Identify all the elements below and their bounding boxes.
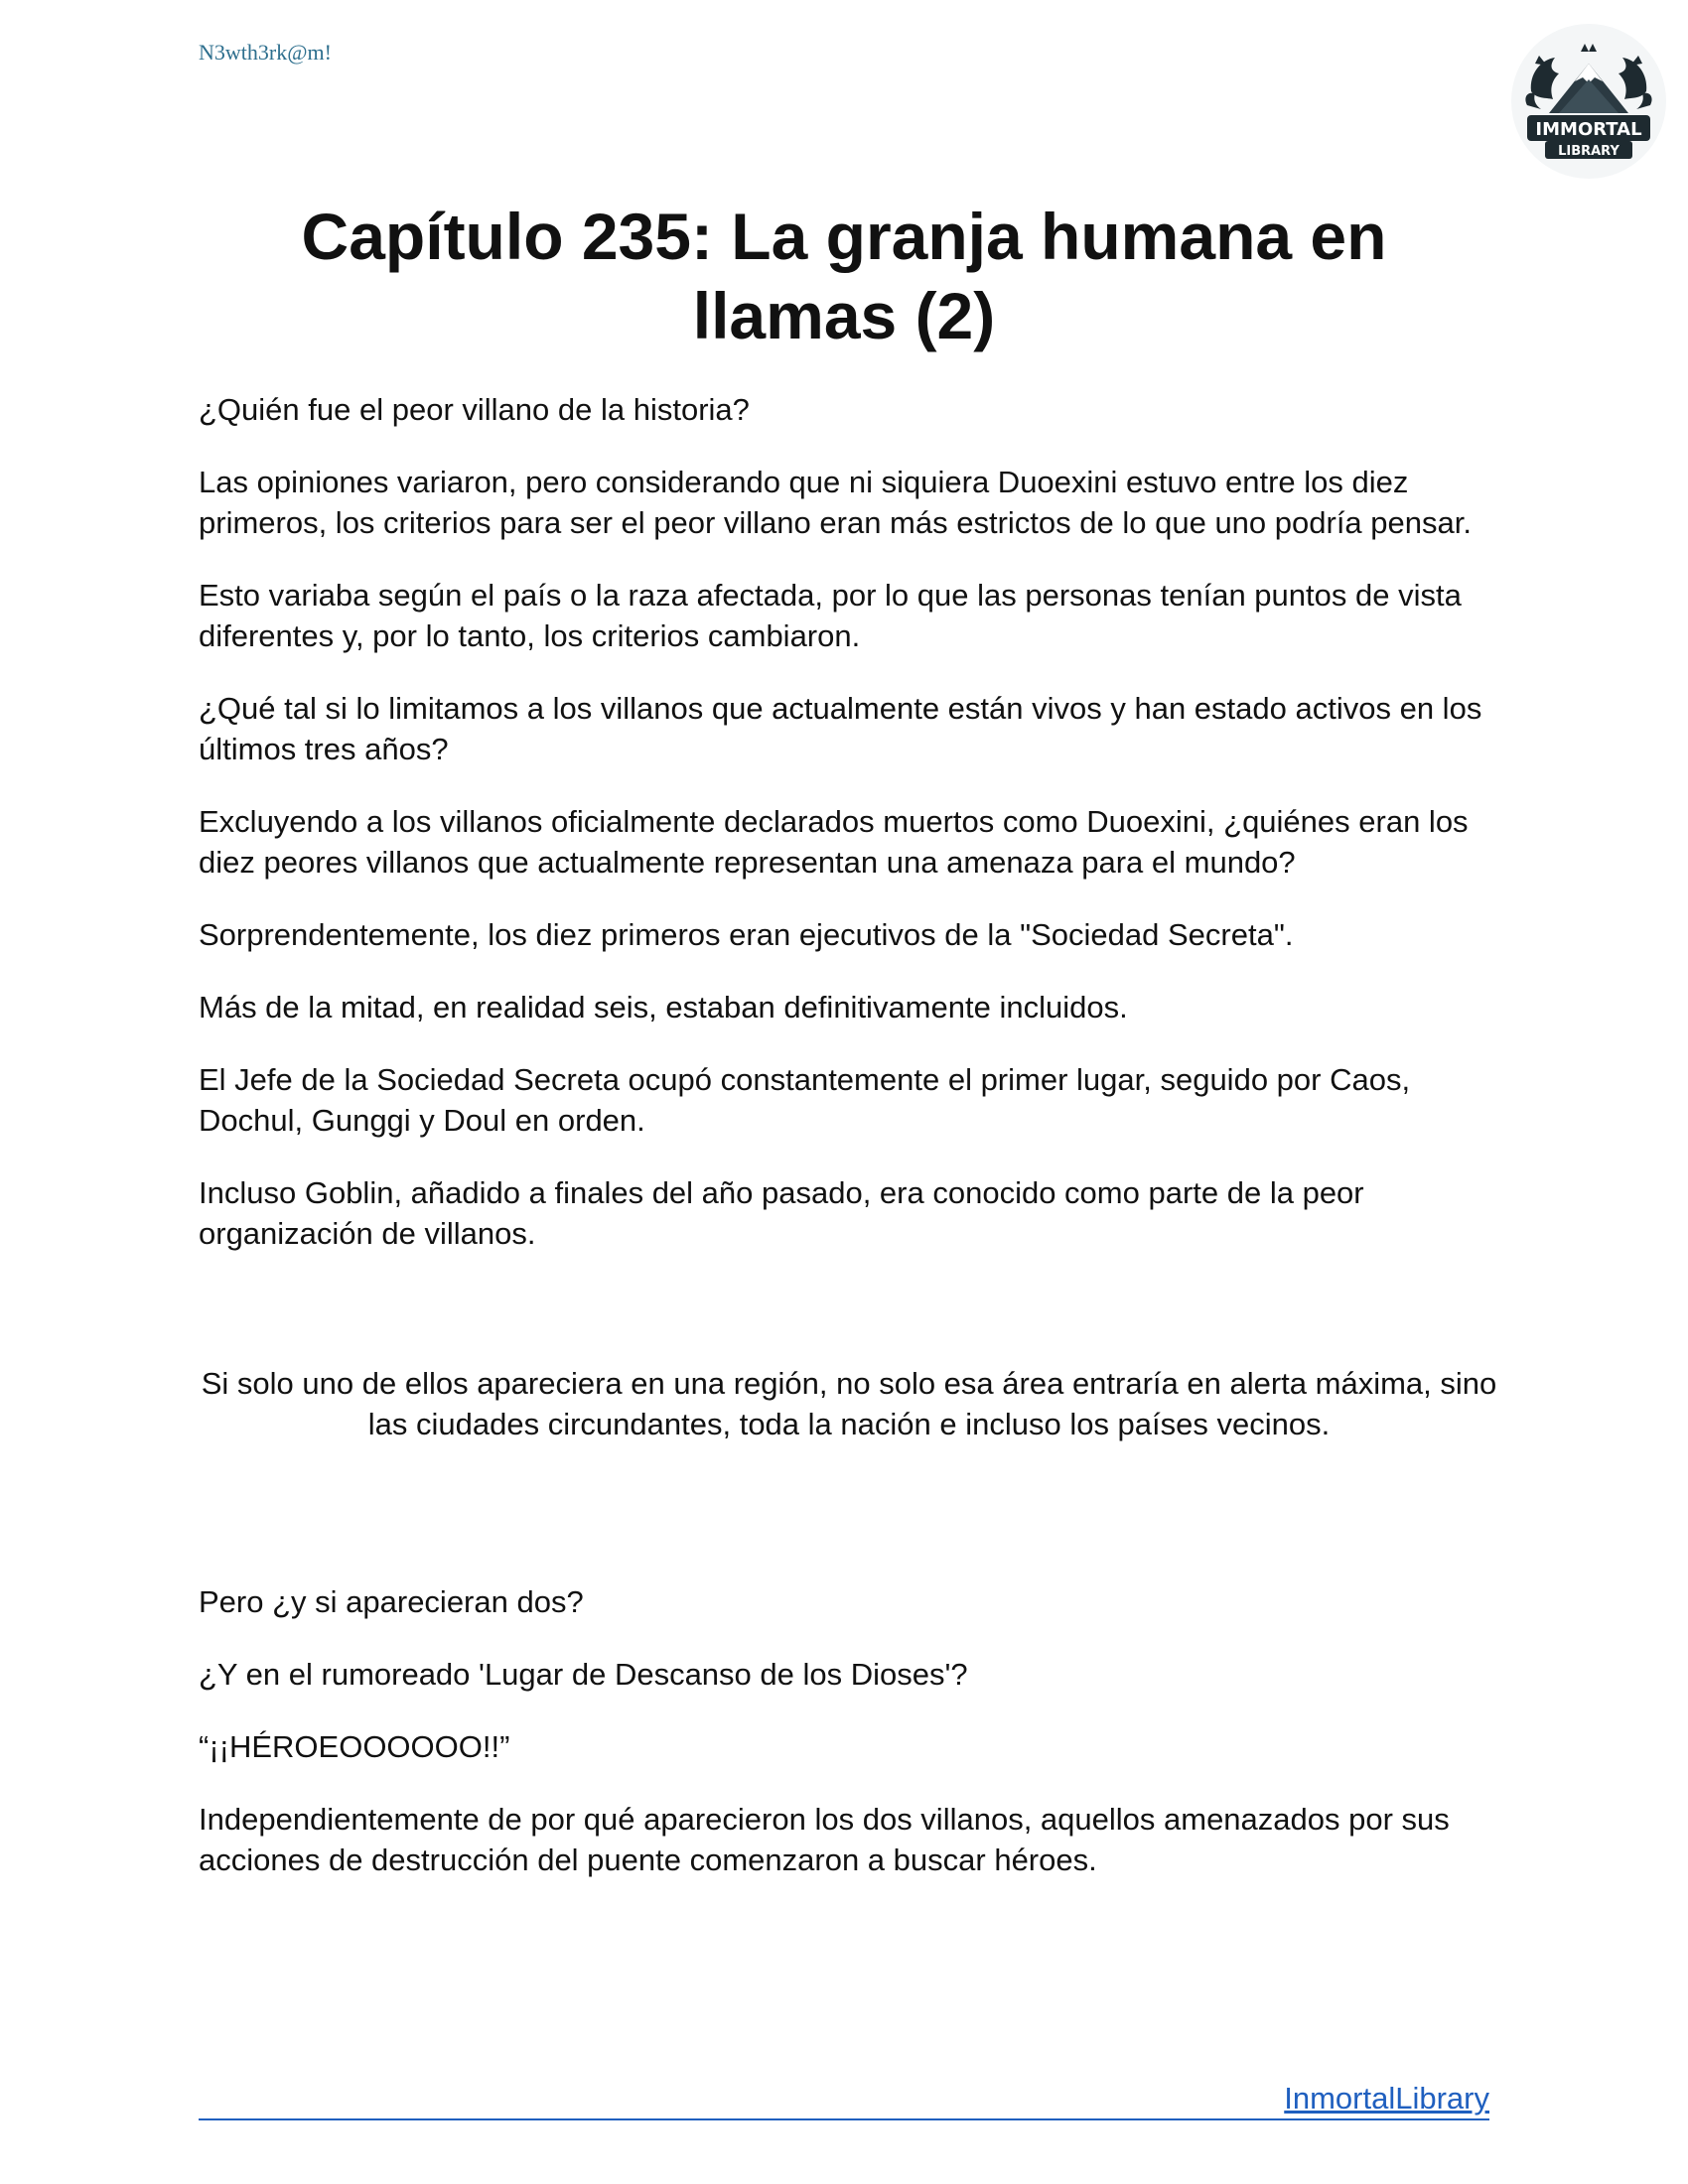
footer-divider	[199, 2118, 1489, 2120]
chapter-title: Capítulo 235: La granja humana en llamas (2)	[301, 200, 1387, 352]
paragraph: Pero ¿y si aparecieran dos?	[199, 1584, 584, 1619]
paragraph: ¿Qué tal si lo limitamos a los villanos que actualmente están vivos y han estado activos en los últimos tres años?	[199, 691, 1482, 766]
logo-text-library: LIBRARY	[1558, 144, 1619, 159]
paragraph: ¿Y en el rumoreado 'Lugar de Descanso de los Dioses'?	[199, 1657, 968, 1692]
paragraph: ¿Quién fue el peor villano de la historia?	[199, 392, 750, 427]
paragraph: Excluyendo a los villanos oficialmente declarados muertos como Duoexini, ¿quiénes eran los diez peores villanos que actualmente representan una amenaza para el mundo?	[199, 804, 1469, 880]
paragraph: “¡¡HÉROEOOOOOO!!”	[199, 1729, 510, 1764]
centered-paragraph: Si solo uno de ellos apareciera en una región, no solo esa área entraría en alerta máxima, sino las ciudades circundantes, toda la nación e incluso los países vecinos.	[201, 1366, 1497, 1441]
immortal-library-logo	[1509, 22, 1668, 181]
header-watermark: N3wth3rk@m!	[199, 40, 332, 65]
paragraph: Más de la mitad, en realidad seis, estaban definitivamente incluidos.	[199, 990, 1128, 1024]
paragraph: Esto variaba según el país o la raza afectada, por lo que las personas tenían puntos de vista diferentes y, por lo tanto, los criterios cambiaron.	[199, 578, 1462, 653]
footer-library-link[interactable]: InmortalLibrary	[1284, 2081, 1489, 2116]
paragraph: El Jefe de la Sociedad Secreta ocupó constantemente el primer lugar, seguido por Caos, Dochul, Gunggi y Doul en orden.	[199, 1062, 1411, 1138]
logo-text-immortal: IMMORTAL	[1535, 119, 1642, 140]
paragraph: Incluso Goblin, añadido a finales del año pasado, era conocido como parte de la peor organización de villanos.	[199, 1175, 1364, 1251]
chapter-body	[199, 389, 1499, 1912]
paragraph: Independientemente de por qué aparecieron los dos villanos, aquellos amenazados por sus acciones de destrucción del puente comenzaron a buscar héroes.	[199, 1802, 1450, 1877]
paragraph: Las opiniones variaron, pero considerando que ni siquiera Duoexini estuvo entre los diez primeros, los criterios para ser el peor villano eran más estrictos de lo que uno podría pensar.	[199, 465, 1472, 540]
paragraph: Sorprendentemente, los diez primeros eran ejecutivos de la "Sociedad Secreta".	[199, 917, 1294, 952]
